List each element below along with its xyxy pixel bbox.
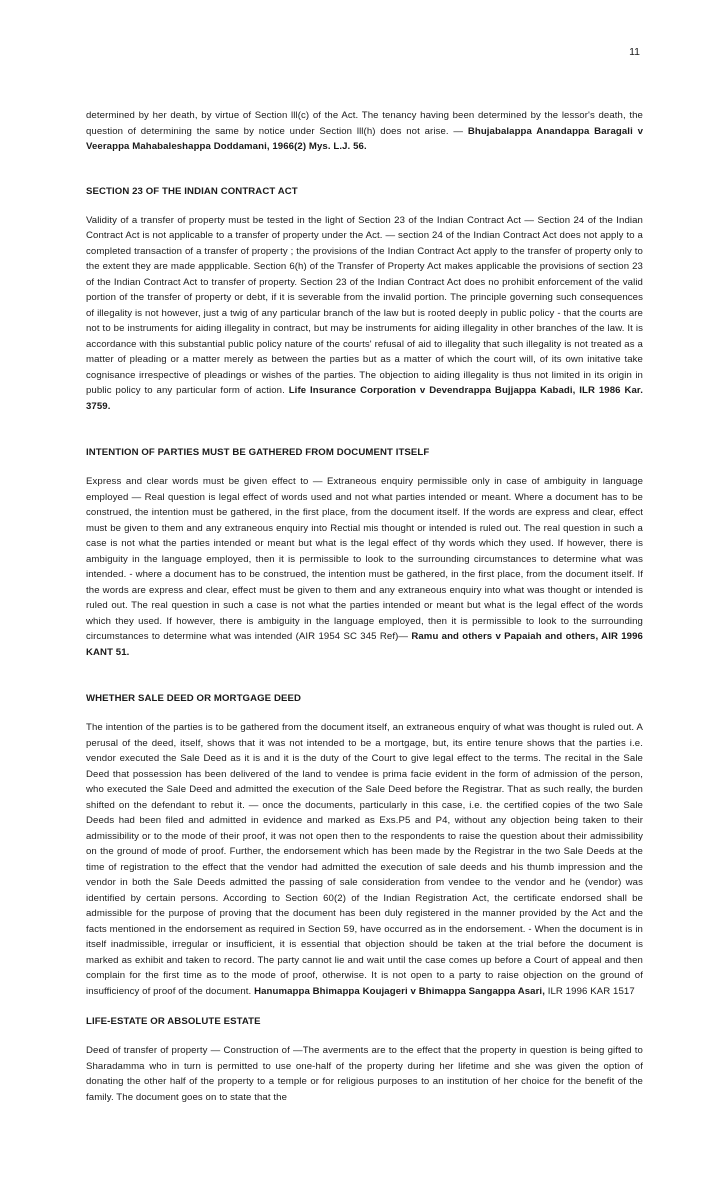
section-heading: INTENTION OF PARTIES MUST BE GATHERED FROM DOCUMENT ITSELF <box>86 447 430 458</box>
paragraph-text: Deed of transfer of property — Construction of —The averments are to the effect that the property in question is being gifted to Sharadamma who in turn is permitted to use one-half of the property during her lifetime and she was given the option of donating the other half of the property to a temple or for religious purposes to an institution of her choice for the benefit of the family. The document goes on to state that the <box>86 1045 643 1103</box>
section-continuation <box>86 108 643 155</box>
case-citation: Bhujabalappa Anandappa Baragali v Veerappa Mahabaleshappa Doddamani, 1966(2) Mys. L.J. 56. <box>86 125 644 152</box>
citation-reference: ILR 1996 KAR 1517 <box>544 985 635 997</box>
section-heading: SECTION 23 OF THE INDIAN CONTRACT ACT <box>86 185 298 197</box>
paragraph <box>86 1043 643 1105</box>
section-intention-of-parties <box>86 446 643 660</box>
paragraph-text: Express and clear words must be given effect to — Extraneous enquiry permissible only in case of ambiguity in language employed — Real question is legal effect of words used and not what parties intended or meant. Where a document has to be construed, the intention must be gathered, in the first place, from the document itself. If the words are express and clear, effect must be given to them and any extraneous enquiry into Rectial mis thought or intended is ruled out. The real question in such a case is not what the parties intended or meant but what is the legal effect of thy words which they used. If however, there is ambiguity in the language employed, then it is permissible to look to the surrounding circumstances to determine what was intended. - where a document has to be construed, the intention must be gathered, in the first place, from the document itself. If the words are express and clear, effect must be given to them and any extraneous enquiry into what was thought or intended is ruled out. The real question in such a case is not what the parties intended or meant but what is the legal effect of the words which they used. If however, there is ambiguity in the language employed, then it is permissible to look to the surrounding circumstances to determine what was intended (AIR 1954 SC 345 Ref)— <box>86 476 643 642</box>
paragraph <box>86 474 643 660</box>
paragraph-text: Validity of a transfer of property must be tested in the light of Section 23 of the Indian Contract Act — Section 24 of the Indian Contract Act is not applicable to a transfer of property under the Act. — section 24 of the Indian Contract Act does not apply to a completed transaction of a transfer of property ; the provisions of the Indian Contract Act apply to the transfer of property only to the extent they are made appplicable. Section 6(h) of the Transfer of Property Act makes applicable the provisions of section 23 of the Indian Contract Act to transfer of property. Section 23 of the Indian Contract Act does no prohibit enforcement of the valid portion of the transfer of property or debt, if it is severable from the invalid portion. The principle governing such consequences of illegality is not however, just a twig of any particular branch of the law but is rooted deeply in public policy - that the courts are not to be instruments for aiding illegality in contract, but may be instruments for aiding illegality in other branches of the law. It is accordance with this substantial public policy nature of the courts' refusal of aid to illegality that such illegality is not treated as a matter of pleading or a matter merely as between the parties but as a matter of which the court will, of its own initative take cognisance irrespective of pleadings or wishes of the parties. The objection to aiding illegality is thus not limited in its origin in public policy to any particular form of action. <box>86 214 643 396</box>
section-life-estate <box>86 1015 643 1105</box>
page-number: 11 <box>629 46 640 58</box>
page-content <box>86 108 643 1105</box>
section-sale-or-mortgage <box>86 692 643 999</box>
paragraph-text: The intention of the parties is to be gathered from the document itself, an extraneous enquiry of what was thought is ruled out. A perusal of the deed, itself, shows that it was not intended to be a mortgage, but, its entire tenure shows that the parties i.e. vendor executed the Sale Deed as it is and it is the duty of the Court to give legal effect to the terms. The recital in the Sale Deed that possession has been delivered of the land to vendee is prima facie evident in the form of admission of the person, who executed the Sale Deed and admitted the execution of the Sale Deed before the Registrar. That as such really, the burden shifted on the defendant to rebut it. — once the documents, particularly in this case, i.e. the certified copies of the two Sale Deeds had been filed and admitted in evidence and marked as Exs.P5 and P4, without any objection being taken to their admissibility or to the mode of their proof, it was not open then to the respondents to raise the question about their admissibility on the ground of mode of proof. Further, the endorsement which has been made by the Registrar in the two Sale Deeds at the time of registration to the effect that the vendor had admitted the execution of sale deeds and his thumb impression and the vendor in both the Sale Deeds admitted the passing of sale consideration from vendee to the vendor and he (vendor) was identified by certain persons. According to Section 60(2) of the Indian Registration Act, the certificate endorsed shall be admissible for the purpose of proving that the document has been duly registered in the manner provided by the Act and the facts mentioned in the endorsement as required in Section 59, have occurred as in the endorsement. - When the document is in itself inadmissible, irregular or insufficient, it is essential that objection should be taken at the trial before the document is marked as exhibit and taken to record. The party cannot lie and wait until the case comes up before a Court of appeal and then complain for the first time as to the mode of proof, otherwise. It is not open to a party to raise objection on the ground of insufficiency of proof of the document. <box>86 722 643 997</box>
case-citation: Ramu and others v Papaiah and others, AIR 1996 KANT 51. <box>86 631 643 658</box>
paragraph <box>86 213 643 415</box>
case-citation: Life Insurance Corporation v Devendrappa Bujjappa Kabadi, ILR 1986 Kar. 3759. <box>86 385 643 412</box>
paragraph <box>86 720 643 999</box>
paragraph-text: determined by her death, by virtue of Section lll(c) of the Act. The tenancy having been determined by the lessor's death, the question of determining the same by notice under Section lll(h) does not arise. — <box>86 110 643 137</box>
case-citation: Hanumappa Bhimappa Koujageri v Bhimappa Sangappa Asari, <box>254 985 545 997</box>
section-contract-act <box>86 185 643 415</box>
section-heading: WHETHER SALE DEED OR MORTGAGE DEED <box>86 693 302 704</box>
paragraph <box>86 108 643 155</box>
section-heading: LIFE-ESTATE OR ABSOLUTE ESTATE <box>86 1016 261 1027</box>
